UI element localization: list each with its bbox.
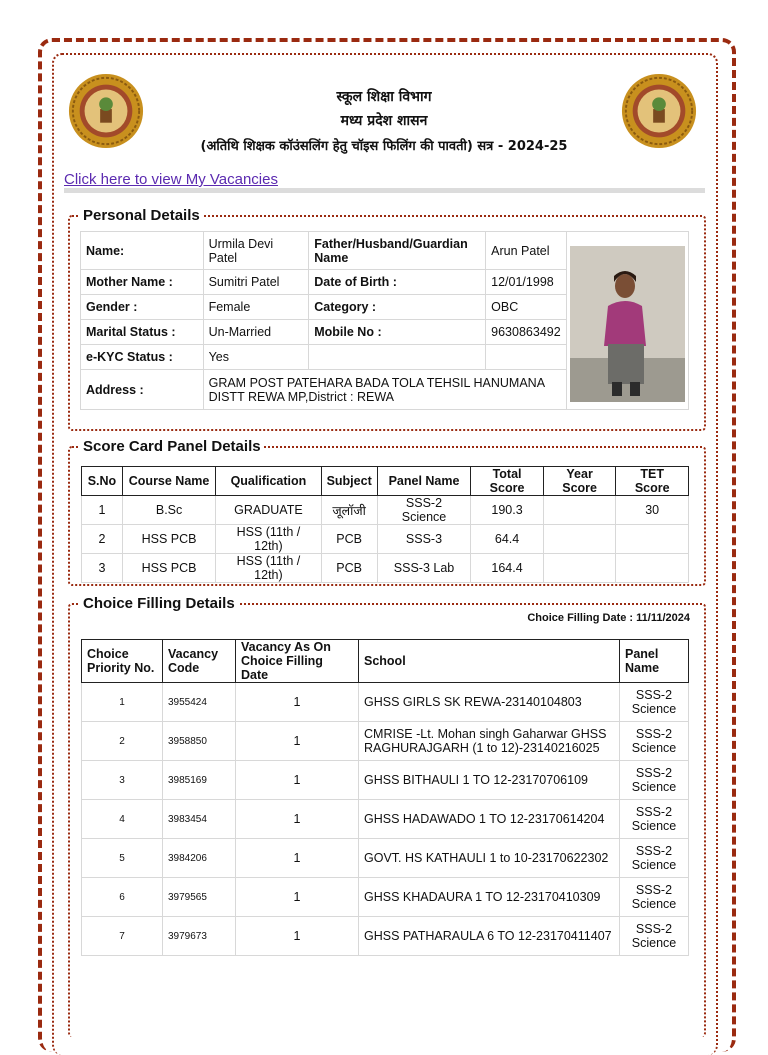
view-vacancies-link[interactable]: Click here to view My Vacancies [64, 171, 278, 188]
col-vacancy-count: Vacancy As On Choice Filling Date [236, 640, 359, 683]
col-school: School [359, 640, 620, 683]
col-sno: S.No [82, 467, 123, 496]
col-priority: Choice Priority No. [82, 640, 163, 683]
acknowledgement-subtitle: (अतिथि शिक्षक कॉउंसलिंग हेतु चॉइस फिलिंग की पावती) सत्र - 2024-25 [200, 139, 568, 154]
col-qualification: Qualification [216, 467, 321, 496]
col-panel-name: Panel Name [620, 640, 689, 683]
table-row: 1 B.Sc GRADUATE जूलॉजी SSS-2 Science 190.3 30 [82, 496, 689, 525]
choice-filling-legend: Choice Filling Details [83, 595, 235, 612]
category-value: OBC [486, 295, 567, 320]
ekyc-value: Yes [203, 345, 309, 370]
table-row: 1 3955424 1 GHSS GIRLS SK REWA-23140104803 SSS-2 Science [82, 683, 689, 722]
department-title: स्कूल शिक्षा विभाग [336, 89, 432, 105]
name-value: Urmila Devi Patel [203, 232, 309, 270]
gender-label: Gender : [81, 295, 204, 320]
mother-name-label: Mother Name : [81, 270, 204, 295]
ekyc-label: e-KYC Status : [81, 345, 204, 370]
table-row: 2 3958850 1 CMRISE -Lt. Mohan singh Gaharwar GHSS RAGHURAJGARH (1 to 12)-23140216025 SSS-2 Science [82, 722, 689, 761]
marital-status-value: Un-Married [203, 320, 309, 345]
col-tet-score: TET Score [616, 467, 689, 496]
col-year-score: Year Score [543, 467, 616, 496]
marital-status-label: Marital Status : [81, 320, 204, 345]
table-row: 3 3985169 1 GHSS BITHAULI 1 TO 12-23170706109 SSS-2 Science [82, 761, 689, 800]
address-label: Address : [81, 370, 204, 410]
col-panel-name: Panel Name [377, 467, 471, 496]
mobile-label: Mobile No : [309, 320, 486, 345]
table-row: 5 3984206 1 GOVT. HS KATHAULI 1 to 10-23170622302 SSS-2 Science [82, 839, 689, 878]
address-value: GRAM POST PATEHARA BADA TOLA TEHSIL HANUMANA DISTT REWA MP,District : REWA [203, 370, 566, 410]
father-name-value: Arun Patel [486, 232, 567, 270]
table-row: 3 HSS PCB HSS (11th / 12th) PCB SSS-3 Lab 164.4 [82, 554, 689, 583]
personal-details-legend: Personal Details [83, 207, 200, 224]
candidate-photo [570, 246, 685, 402]
name-label: Name: [81, 232, 204, 270]
divider [64, 188, 705, 193]
table-row: 2 HSS PCB HSS (11th / 12th) PCB SSS-3 64.4 [82, 525, 689, 554]
score-card-table [81, 466, 689, 583]
category-label: Category : [309, 295, 486, 320]
score-card-legend: Score Card Panel Details [83, 438, 261, 455]
government-title: मध्य प्रदेश शासन [340, 113, 428, 129]
col-course-name: Course Name [122, 467, 215, 496]
choice-filling-date: Choice Filling Date : 11/11/2024 [527, 612, 690, 624]
father-name-label: Father/Husband/Guardian Name [309, 232, 486, 270]
table-row: 6 3979565 1 GHSS KHADAURA 1 TO 12-23170410309 SSS-2 Science [82, 878, 689, 917]
choice-filling-table [81, 639, 689, 956]
dob-value: 12/01/1998 [486, 270, 567, 295]
col-total-score: Total Score [471, 467, 544, 496]
gender-value: Female [203, 295, 309, 320]
col-subject: Subject [321, 467, 377, 496]
col-vacancy-code: Vacancy Code [163, 640, 236, 683]
table-row: 7 3979673 1 GHSS PATHARAULA 6 TO 12-23170411407 SSS-2 Science [82, 917, 689, 956]
table-row: 4 3983454 1 GHSS HADAWADO 1 TO 12-23170614204 SSS-2 Science [82, 800, 689, 839]
mobile-value: 9630863492 [486, 320, 567, 345]
dob-label: Date of Birth : [309, 270, 486, 295]
mother-name-value: Sumitri Patel [203, 270, 309, 295]
